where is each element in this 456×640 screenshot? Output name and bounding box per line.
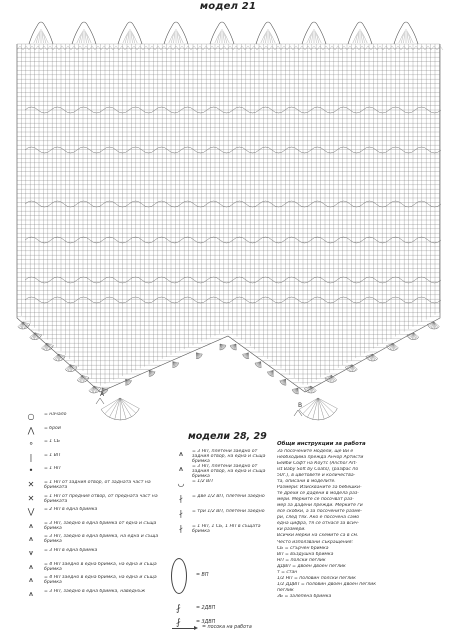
legend-text: = три 1/2 ВП, плетени заедно bbox=[192, 509, 265, 514]
legend-row bbox=[18, 494, 168, 508]
legend-row bbox=[18, 575, 168, 589]
legend-text: = 1 НП bbox=[44, 466, 61, 472]
legend-text: = 4 НП заедно в една бримка, на една и съща бримка bbox=[44, 561, 157, 572]
instructions-line: пеглик bbox=[277, 587, 294, 593]
legend-symbol: • bbox=[28, 466, 34, 476]
legend-row bbox=[170, 494, 270, 509]
legend-row bbox=[170, 479, 270, 494]
instructions-line: НП = полски пеглик bbox=[277, 557, 326, 563]
instructions-line: Всички мерки на схемите са в см. bbox=[277, 533, 359, 539]
legend-text: = брой bbox=[44, 425, 61, 431]
instructions-line: Често използвани съкращения: bbox=[277, 539, 353, 545]
oval-label: = ВП bbox=[196, 573, 209, 578]
point-a-label: A bbox=[100, 391, 105, 398]
legend-symbol: ⩚ bbox=[178, 464, 184, 473]
instructions-line: ясе скобки, а за посочените разме- bbox=[277, 509, 363, 515]
legend-symbol: ∤ bbox=[179, 494, 183, 503]
legend-symbol: ✕ bbox=[27, 493, 35, 503]
legend-row bbox=[18, 480, 168, 494]
instructions-line: ки размери. bbox=[277, 527, 306, 533]
legend-text: = 1 НП, 1 СБ, 1 НП в същата бримка bbox=[192, 524, 261, 534]
instructions-line: ist Baby Soft by Coats), (разфас по bbox=[277, 466, 359, 472]
instructions-title: Общи инструкции за работа bbox=[277, 441, 366, 447]
legend-row bbox=[18, 521, 168, 535]
instructions-line: необходима прежда Анчор Артисти bbox=[277, 454, 364, 460]
legend-row bbox=[18, 534, 168, 548]
instructions-line: една цифра, тя се отнася за всич- bbox=[277, 521, 360, 527]
legend-symbol: ∤ bbox=[179, 524, 183, 533]
legend-text: = 3 НП, плетени заедно от задния отвор, на една и съща бримка bbox=[192, 449, 266, 464]
legend-symbol: ⩛ bbox=[28, 547, 34, 557]
top-scallops bbox=[17, 22, 443, 50]
legend-text: = 1 ВП bbox=[44, 452, 61, 458]
legend-text: = 1 НП от задния отвор, от задната част на бримката bbox=[44, 479, 151, 490]
instructions-line: За посочените модели, ще Ви е bbox=[277, 448, 354, 454]
legend-row bbox=[170, 509, 270, 524]
legend-text: = две 1/2 ВП, плетени заедно bbox=[192, 494, 265, 499]
legend-symbol: ⩚ bbox=[28, 575, 34, 585]
legend-text: = 4 НП заедно в една бримка, на една и съща бримка bbox=[44, 575, 157, 586]
legend-row bbox=[18, 453, 168, 467]
instructions-line: мер за дадени прежди. Мерките ги bbox=[277, 503, 363, 509]
legend-symbol: ⋀ bbox=[27, 425, 35, 435]
instructions-line: 1/2 НП = половин полски пеглик bbox=[277, 575, 356, 581]
direction-label: = посока на работа bbox=[202, 625, 252, 630]
legend-symbol: ✕ bbox=[27, 479, 35, 489]
direction-arrow-icon bbox=[172, 628, 196, 629]
legend-symbol: ⩚ bbox=[28, 534, 34, 544]
legend-symbol: ◡ bbox=[177, 479, 185, 488]
legend-row bbox=[18, 562, 168, 576]
page-title: модел 21 bbox=[199, 1, 257, 12]
point-b-label: B bbox=[298, 402, 303, 409]
legend-symbol: ⩚ bbox=[28, 588, 34, 598]
legend-text: = 1/2 ВП bbox=[192, 479, 213, 484]
legend-row bbox=[18, 412, 168, 426]
instructions-line: Бейби Софт на Коутс (Anchor Art- bbox=[277, 460, 358, 466]
instructions-line: Размери: Изискваните за бебешки- bbox=[277, 485, 362, 491]
legend-text: = 3 НП, заедно в една бримка, на една и съща бримка bbox=[44, 534, 159, 545]
chain-oval-icon bbox=[171, 558, 187, 594]
hook-label-1: = 2ДВП bbox=[196, 606, 216, 611]
double-triple-crochet-icon: ⨏ bbox=[176, 618, 181, 628]
instructions-line: мери. Мерките се посочват раз- bbox=[277, 497, 354, 503]
triple-crochet-icon: ⨏ bbox=[176, 604, 181, 614]
legend-symbol: | bbox=[29, 452, 33, 462]
legend-symbol: ⩚ bbox=[28, 520, 34, 530]
legend-text: = 1 НП от предния отвор, от предната част на бримката bbox=[44, 493, 158, 504]
legend-row bbox=[18, 589, 168, 603]
legend-symbol: ⩚ bbox=[178, 449, 184, 458]
legend-row bbox=[170, 524, 270, 539]
legend-text: = 2 НП в една бримка bbox=[44, 507, 98, 513]
legend-row bbox=[18, 439, 168, 453]
legend-text: = 1 СБ bbox=[44, 439, 61, 445]
instructions-line: т = стан bbox=[277, 569, 298, 575]
legend-symbol: ∤ bbox=[179, 509, 183, 518]
legend-row bbox=[170, 464, 270, 479]
legend-symbol: ⋁ bbox=[27, 507, 35, 517]
symbol-legend bbox=[18, 412, 168, 602]
legend-text: = начало bbox=[44, 412, 67, 417]
filet-grid bbox=[17, 44, 441, 392]
legend-symbol: ○ bbox=[27, 412, 35, 421]
instructions-line: ЗБ = залепена бримка bbox=[277, 593, 332, 599]
hook-label-2: = 3ДВП bbox=[196, 620, 216, 625]
instructions-line: та, описани в моделите. bbox=[277, 479, 336, 485]
instructions-line: ВП = въздушна бримка bbox=[277, 551, 334, 557]
instructions-body bbox=[277, 449, 447, 600]
legend-text: = 3 НП в една бримка bbox=[44, 547, 98, 553]
legend-text: = 3 НП, заедно в една бримка от една и съща бримка bbox=[44, 520, 157, 531]
instructions-line: 1/2 ДДВП = половин двоен двоен пеглик bbox=[277, 581, 377, 587]
legend-text: = 3 НП, плетени заедно от задния отвор, на една и съща бримка bbox=[192, 464, 266, 479]
instructions-line: ри, след тях. Ако е посочена само bbox=[277, 515, 360, 521]
instructions-line: ДДВП = двоен двоен пеглик bbox=[277, 563, 346, 569]
legend-row bbox=[18, 426, 168, 440]
symbol-legend-secondary bbox=[170, 449, 270, 539]
legend-row bbox=[170, 449, 270, 464]
instructions-line: те дрехи се дадени в модела раз- bbox=[277, 491, 359, 497]
legend-row bbox=[18, 548, 168, 562]
legend-symbol: ∘ bbox=[28, 439, 34, 449]
legend-row bbox=[18, 466, 168, 480]
legend-text: = 3 НП, заедно в една бримка, наведнъж bbox=[44, 588, 146, 594]
instructions-line: 50г.), в цветовете и количества- bbox=[277, 472, 356, 478]
legend-symbol: ⩚ bbox=[28, 561, 34, 571]
models-title: модели 28, 29 bbox=[188, 431, 267, 442]
instructions-line: СБ = сгърчен бримка bbox=[277, 545, 329, 551]
general-instructions bbox=[277, 441, 447, 600]
legend-row bbox=[18, 507, 168, 521]
